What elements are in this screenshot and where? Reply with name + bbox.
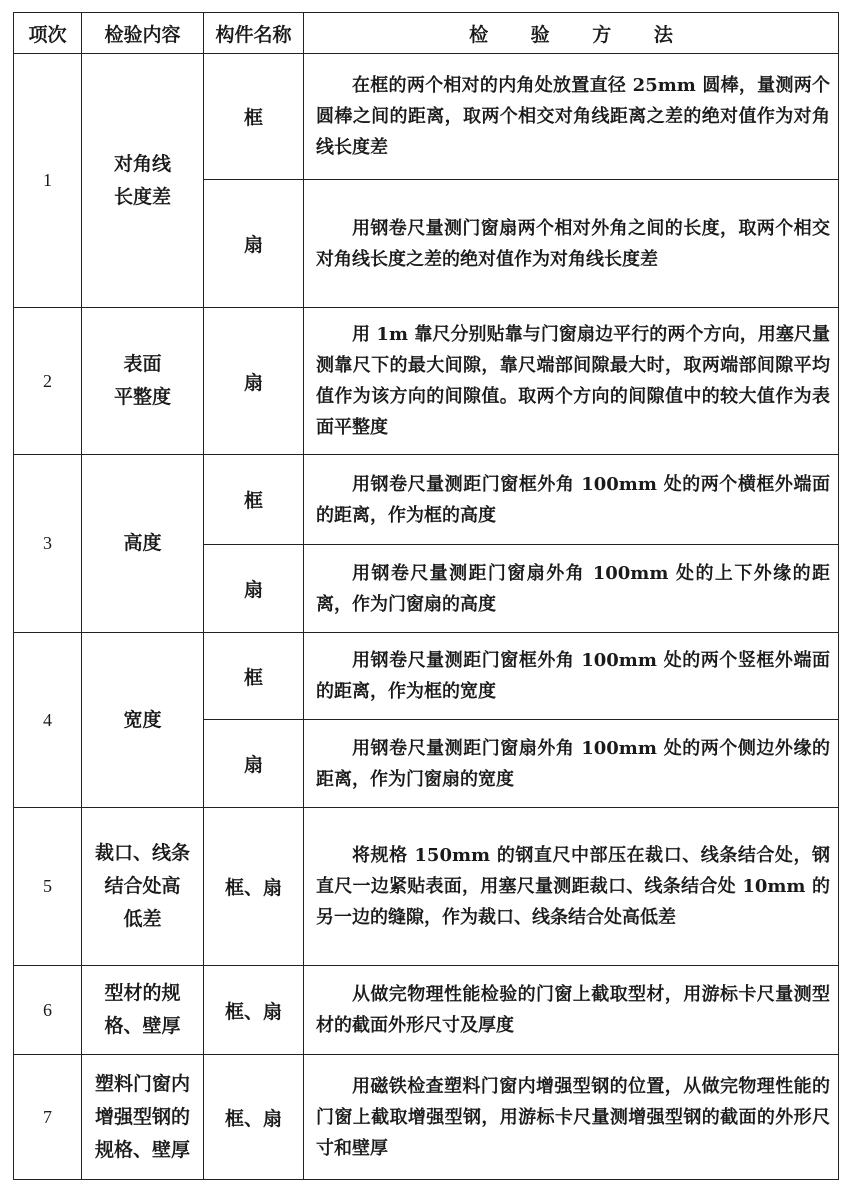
table-row	[14, 455, 839, 545]
component-name: 框、扇	[204, 808, 304, 966]
inspection-method: 用钢卷尺量测距门窗框外角 100mm 处的两个横框外端面的距离，作为框的高度	[304, 455, 839, 545]
inspection-content: 宽度	[82, 633, 204, 808]
inspection-method: 用 1m 靠尺分别贴靠与门窗扇边平行的两个方向，用塞尺量测靠尺下的最大间隙，靠尺端部间隙最大时，取两端部间隙平均值作为该方向的间隙值。取两个方向的间隙值中的较大值作为表面平整度	[304, 308, 839, 455]
inspection-method: 用钢卷尺量测距门窗框外角 100mm 处的两个竖框外端面的距离，作为框的宽度	[304, 633, 839, 720]
inspection-content: 塑料门窗内 增强型钢的 规格、壁厚	[82, 1055, 204, 1180]
inspection-table	[13, 12, 839, 1180]
item-number: 6	[14, 966, 82, 1055]
inspection-content: 高度	[82, 455, 204, 633]
inspection-content: 裁口、线条 结合处高 低差	[82, 808, 204, 966]
header-method: 检 验 方 法	[304, 13, 839, 54]
inspection-method: 用钢卷尺量测门窗扇两个相对外角之间的长度，取两个相交对角线长度之差的绝对值作为对角线长度差	[304, 180, 839, 308]
inspection-method: 用钢卷尺量测距门窗扇外角 100mm 处的上下外缘的距离，作为门窗扇的高度	[304, 545, 839, 633]
component-name: 框	[204, 54, 304, 180]
component-name: 扇	[204, 180, 304, 308]
inspection-content: 表面 平整度	[82, 308, 204, 455]
item-number: 2	[14, 308, 82, 455]
component-name: 扇	[204, 720, 304, 808]
component-name: 框	[204, 455, 304, 545]
item-number: 7	[14, 1055, 82, 1180]
inspection-content: 型材的规 格、壁厚	[82, 966, 204, 1055]
inspection-content: 对角线 长度差	[82, 54, 204, 308]
component-name: 扇	[204, 308, 304, 455]
component-name: 框、扇	[204, 1055, 304, 1180]
header-content: 检验内容	[82, 13, 204, 54]
inspection-method: 用钢卷尺量测距门窗扇外角 100mm 处的两个侧边外缘的距离，作为门窗扇的宽度	[304, 720, 839, 808]
table-row	[14, 808, 839, 966]
item-number: 5	[14, 808, 82, 966]
header-no: 项次	[14, 13, 82, 54]
header-component: 构件名称	[204, 13, 304, 54]
table-row	[14, 54, 839, 180]
header-row	[14, 13, 839, 54]
component-name: 框、扇	[204, 966, 304, 1055]
item-number: 4	[14, 633, 82, 808]
inspection-method: 将规格 150mm 的钢直尺中部压在裁口、线条结合处，钢直尺一边紧贴表面，用塞尺量测距裁口、线条结合处 10mm 的另一边的缝隙，作为裁口、线条结合处高低差	[304, 808, 839, 966]
table-row	[14, 633, 839, 720]
inspection-method: 用磁铁检查塑料门窗内增强型钢的位置，从做完物理性能的门窗上截取增强型钢，用游标卡尺量测增强型钢的截面的外形尺寸和壁厚	[304, 1055, 839, 1180]
component-name: 框	[204, 633, 304, 720]
table-row	[14, 966, 839, 1055]
inspection-method: 从做完物理性能检验的门窗上截取型材，用游标卡尺量测型材的截面外形尺寸及厚度	[304, 966, 839, 1055]
item-number: 3	[14, 455, 82, 633]
table-row	[14, 308, 839, 455]
component-name: 扇	[204, 545, 304, 633]
item-number: 1	[14, 54, 82, 308]
table-row	[14, 1055, 839, 1180]
inspection-method: 在框的两个相对的内角处放置直径 25mm 圆棒，量测两个圆棒之间的距离，取两个相交对角线距离之差的绝对值作为对角线长度差	[304, 54, 839, 180]
